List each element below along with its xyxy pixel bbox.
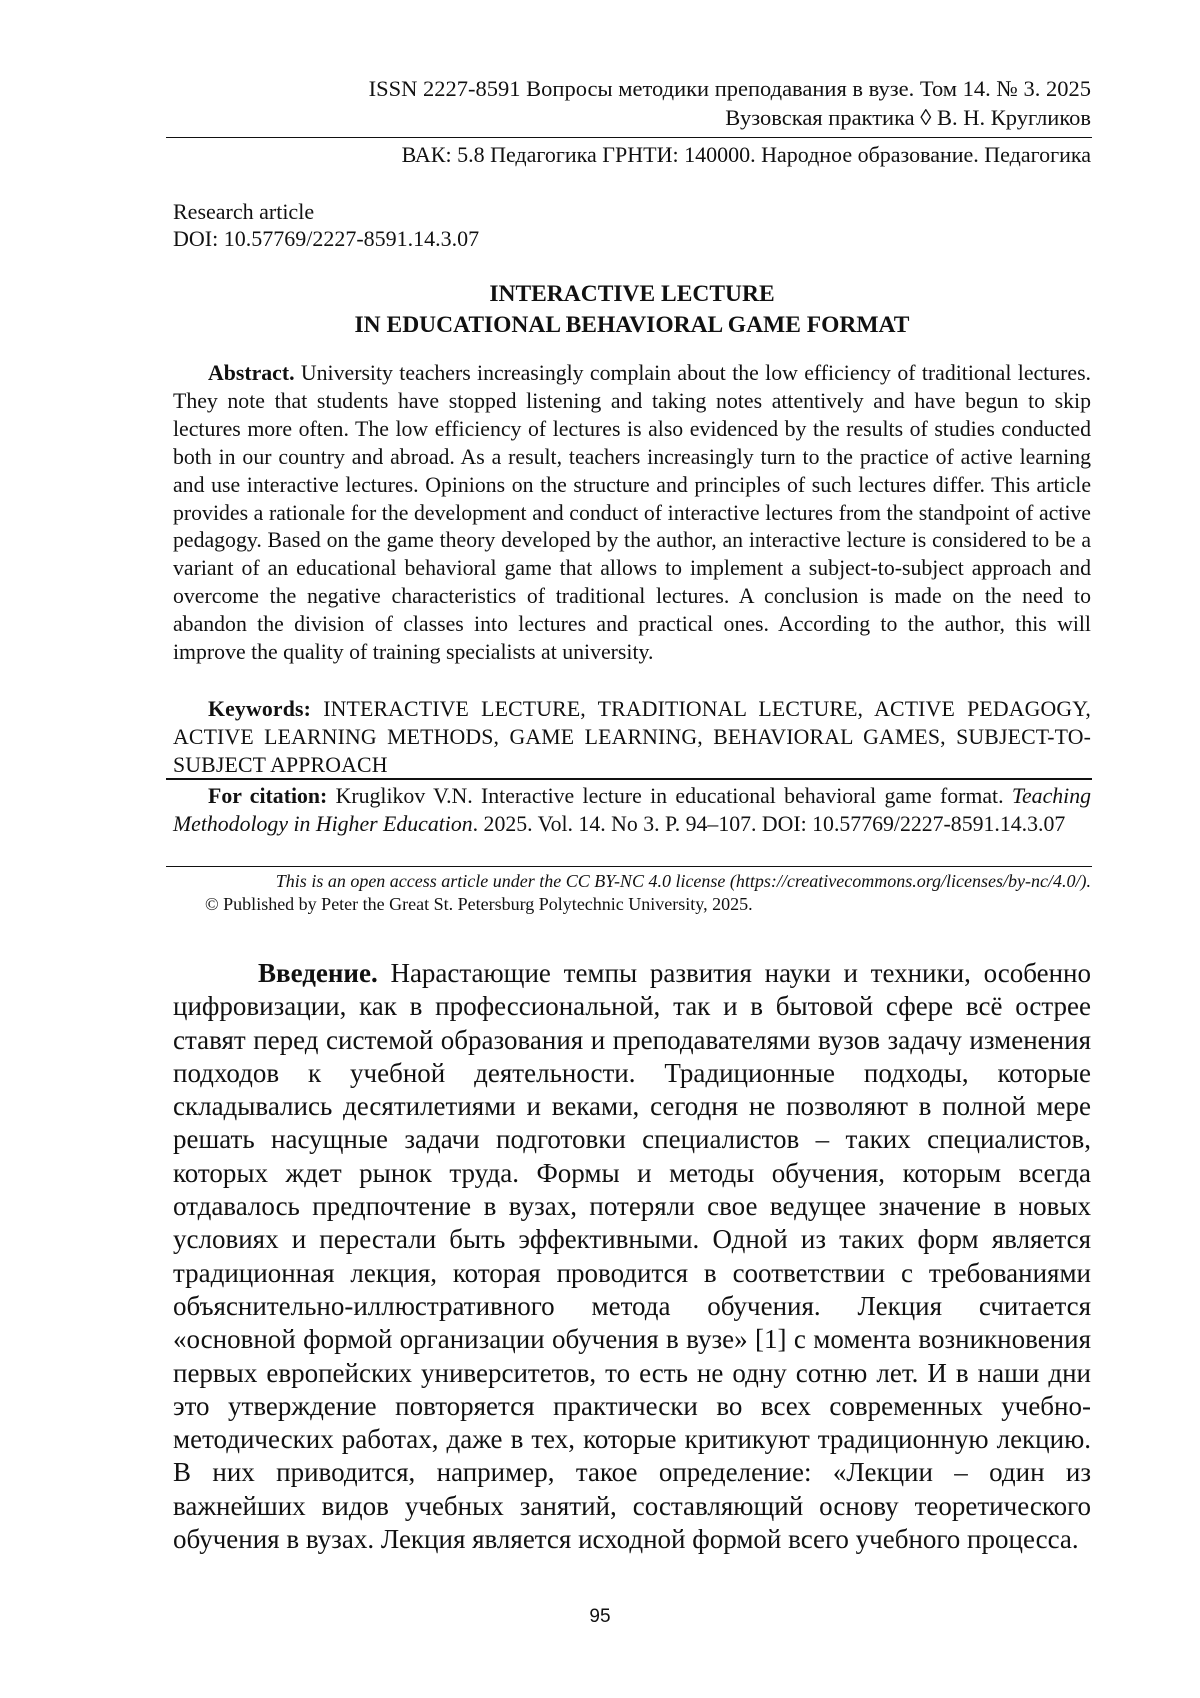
keywords-text: INTERACTIVE LECTURE, TRADITIONAL LECTURE, ACTIVE PEDAGOGY, ACTIVE LEARNING METHODS, GAME LEARNING, BEHAVIORAL GAMES, SUBJECT-TO-SUBJECT APPROACH <box>173 697 1091 777</box>
abstract-text: University teachers increasingly complain about the low efficiency of traditional lectures. They note that students have stopped listening and taking notes attentively and have begun to skip lectures more often. The low efficiency of lectures is also evidenced by the results of studies conducted both in our country and abroad. As a result, teachers increasingly turn to the practice of active learning and use interactive lectures. Opinions on the structure and principles of such lectures differ. This article provides a rationale for the development and conduct of interactive lectures from the standpoint of active pedagogy. Based on the game theory developed by the author, an interactive lecture is considered to be a variant of an educational behavioral game that allows to implement a subject-to-subject approach and overcome the negative characteristics of traditional lectures. A conclusion is made on the need to abandon the division of classes into lectures and practical ones. According to the author, this will improve the quality of training specialists at university. <box>173 361 1091 665</box>
citation-rule <box>166 778 1092 780</box>
publisher-line: © Published by Peter the Great St. Petersburg Polytechnic University, 2025. <box>205 894 753 914</box>
abstract-label: Abstract. <box>208 361 301 385</box>
citation-journal: Teaching Methodology in Higher Education <box>173 784 1091 836</box>
citation-label: For citation: <box>208 784 336 808</box>
classification-line: ВАК: 5.8 Педагогика ГРНТИ: 140000. Народное образование. Педагогика <box>401 142 1091 167</box>
citation-block <box>173 783 1091 839</box>
article-doi: DOI: 10.57769/2227-8591.14.3.07 <box>173 226 480 251</box>
keywords-label: Keywords: <box>208 697 324 721</box>
header-rule <box>166 137 1092 138</box>
page-number: 95 <box>589 1606 611 1627</box>
section-author-line: Вузовская практика ◊ В. Н. Кругликов <box>725 105 1091 130</box>
license-text: This is an open access article under the CC BY-NC 4.0 license (https://creativecommons.org/licenses/by-nc/4.0/). <box>275 871 1091 891</box>
abstract-block <box>173 360 1091 667</box>
running-header <box>173 74 1091 132</box>
body-text: Нарастающие темпы развития науки и техники, особенно цифровизации, как в профессиональной, так и в бытовой сфере всё острее ставят перед системой образования и преподавателями вузов задачу изменения подходов к учебной деятельности. Традиционные подходы, которые складывались десятилетиями и веками, сегодня не позволяют в полной мере решать насущные задачи подготовки специалистов – таких специалистов, которых ждет рынок труда. Формы и методы обучения, которым всегда отдавалось предпочтение в вузах, потеряли свое ведущее значение в новых условиях и перестали быть эффективными. Одной из таких форм является традиционная лекция, которая проводится в соответствии с требованиями объяснительно-иллюстративного метода обучения. Лекция считается «основной формой организации обучения в вузе» [1] с момента возникновения первых европейских университетов, то есть не одну сотню лет. И в наши дни это утверждение повторяется практически во всех современных учебно-методических работах, даже в тех, которые критикуют традиционную лекцию. В них приводится, например, такое определение: «Лекции – один из важнейших видов учебных занятий, составляющий основу теоретического обучения в вузах. Лекция является исходной формой всего учебного процесса. <box>173 958 1091 1555</box>
journal-issn-line: ISSN 2227-8591 Вопросы методики преподавания в вузе. Том 14. № 3. 2025 <box>368 76 1091 101</box>
license-rule <box>166 866 1092 867</box>
title-line-2: IN EDUCATIONAL BEHAVIORAL GAME FORMAT <box>354 312 910 338</box>
article-title <box>173 279 1091 341</box>
keywords-block <box>173 696 1091 780</box>
title-line-1: INTERACTIVE LECTURE <box>489 281 775 307</box>
citation-details: . 2025. Vol. 14. No 3. P. 94–107. DOI: 10.57769/2227-8591.14.3.07 <box>472 811 1066 836</box>
citation-text: Kruglikov V.N. Interactive lecture in educational behavioral game format. <box>335 784 1012 808</box>
body-paragraph <box>173 957 1091 1556</box>
article-type: Research article <box>173 199 315 224</box>
section-heading: Введение. <box>258 958 391 988</box>
article-meta <box>173 198 1091 252</box>
